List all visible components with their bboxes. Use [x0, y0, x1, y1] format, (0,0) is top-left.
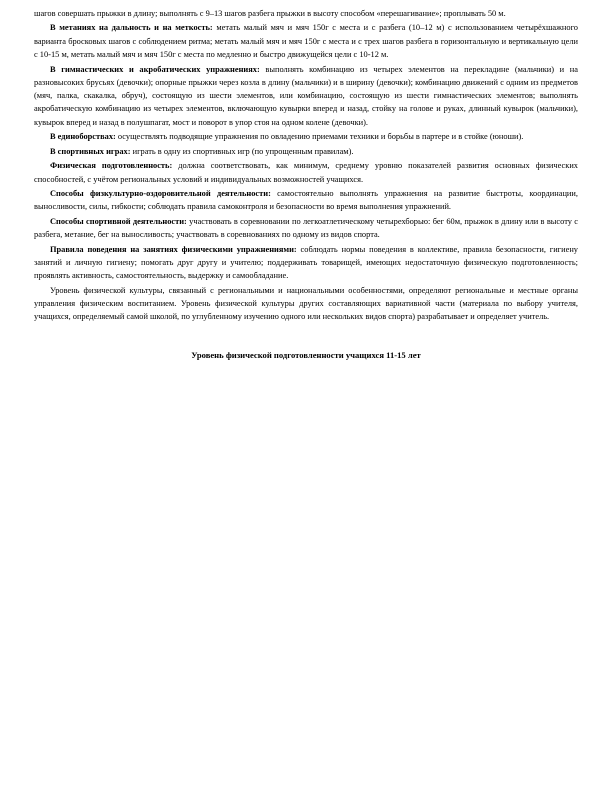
- paragraph-text: самостоятельно выполнять упражнения на развитие быстроты, координации, выносливости, силы, гибкости; соблюдать правила самоконтроля и безопасности во время выполнения упражнений.: [34, 188, 578, 212]
- paragraph-text: должна соответствовать, как минимум, среднему уровню показателей развития основных физических способностей, с учётом региональных условий и индивидуальных возможностей учащихся.: [34, 161, 578, 184]
- paragraph-lead: Способы физкультурно-оздоровительной деятельности:: [50, 188, 271, 198]
- paragraph-health-activity: [34, 187, 578, 214]
- paragraph-text: осуществлять подводящие упражнения по овладению приемами техники и борьбы в партере и в стойке (юноши).: [115, 132, 524, 142]
- paragraph-regional-level: [34, 284, 578, 324]
- paragraph-lead: В единоборствах:: [50, 132, 116, 142]
- paragraph-lead: Правила поведения на занятиях физическими упражнениями:: [50, 244, 297, 254]
- paragraph-text: играть в одну из спортивных игр (по упрощенным правилам).: [130, 146, 354, 156]
- paragraph-physical-fitness: [34, 159, 578, 186]
- paragraph-lead: В спортивных играх:: [50, 146, 131, 156]
- paragraph-text: участвовать в соревновании по легкоатлетическому четырехборью: бег 60м, прыжок в длину или в высоту с разбега, метание, бег на выносливость; участвовать в соревнованиях по одному из видов спорта.: [34, 216, 579, 240]
- paragraph-swimming-continuation: [34, 7, 578, 20]
- paragraph-throwing: [34, 21, 578, 61]
- paragraph-sport-activity: [34, 215, 578, 242]
- section-title: Уровень физической подготовленности учащихся 11-15 лет: [191, 349, 421, 360]
- paragraph-text: соблюдать нормы поведения в коллективе, правила безопасности, гигиену занятий и личную гигиену; помогать друг другу и учителю; поддерживать товарищей, имеющих недостаточную физическую подготовленность; проявлять активность, самостоятельность, выдержку и самообладание.: [34, 244, 578, 281]
- paragraph-lead: В метаниях на дальность и на меткость:: [50, 23, 213, 33]
- paragraph-behavior-rules: [34, 243, 578, 283]
- paragraph-text: выполнять комбинацию из четырех элементов на перекладине (мальчики) и на разновысоких брусьях (девочки); опорные прыжки через козла в длину (мальчики) и в ширину (девочки); комбинацию движений с одним из предметов (мяч, палка, скакалка, обруч), состоящую из шести элементов, или комбинацию, состоящую из шести гимнастических элементов; выполнять акробатическую комбинацию из четырех элементов, включающую кувырки вперед и назад, стойку на голове и руках, длинный кувырок (мальчики), кувырок вперед и назад в полушпагат, мост и поворот в упор стоя на одном колене (девочки).: [34, 64, 578, 127]
- paragraph-text: Уровень физической культуры, связанный с региональными и национальными особенностями, определяют региональные и местные органы управления физическим воспитанием. Уровень физической культуры других составляющих вариативной части (материала по выбору учителя, учащихся, определяемый самой школой, по углубленному изучению одного или нескольких видов спорта) разрабатывает и определяет учитель.: [34, 285, 578, 322]
- paragraph-lead: Физическая подготовленность:: [50, 161, 173, 171]
- paragraph-text: шагов совершать прыжки в длину; выполнять с 9–13 шагов разбега прыжки в высоту способом «перешагивание»; проплывать 50 м.: [34, 9, 506, 18]
- paragraph-martial-arts: [34, 130, 578, 143]
- paragraph-lead: В гимнастических и акробатических упражнениях:: [50, 64, 260, 74]
- paragraph-lead: Способы спортивной деятельности:: [50, 216, 187, 226]
- paragraph-text: метать малый мяч и мяч 150г с места и с разбега (10–12 м) с использованием четырёхшажного варианта бросковых шагов с соблюдением ритма; метать малый мяч и мяч 150г с места и с трех шагов разбега в горизонтальную и вертикальную цели с 10-15 м, метать малый мяч и мяч 150г с места по медленно и быстро движущейся цели с 10-12 м.: [34, 23, 578, 60]
- paragraph-gymnastics: [34, 63, 578, 129]
- paragraph-sport-games: [34, 145, 578, 158]
